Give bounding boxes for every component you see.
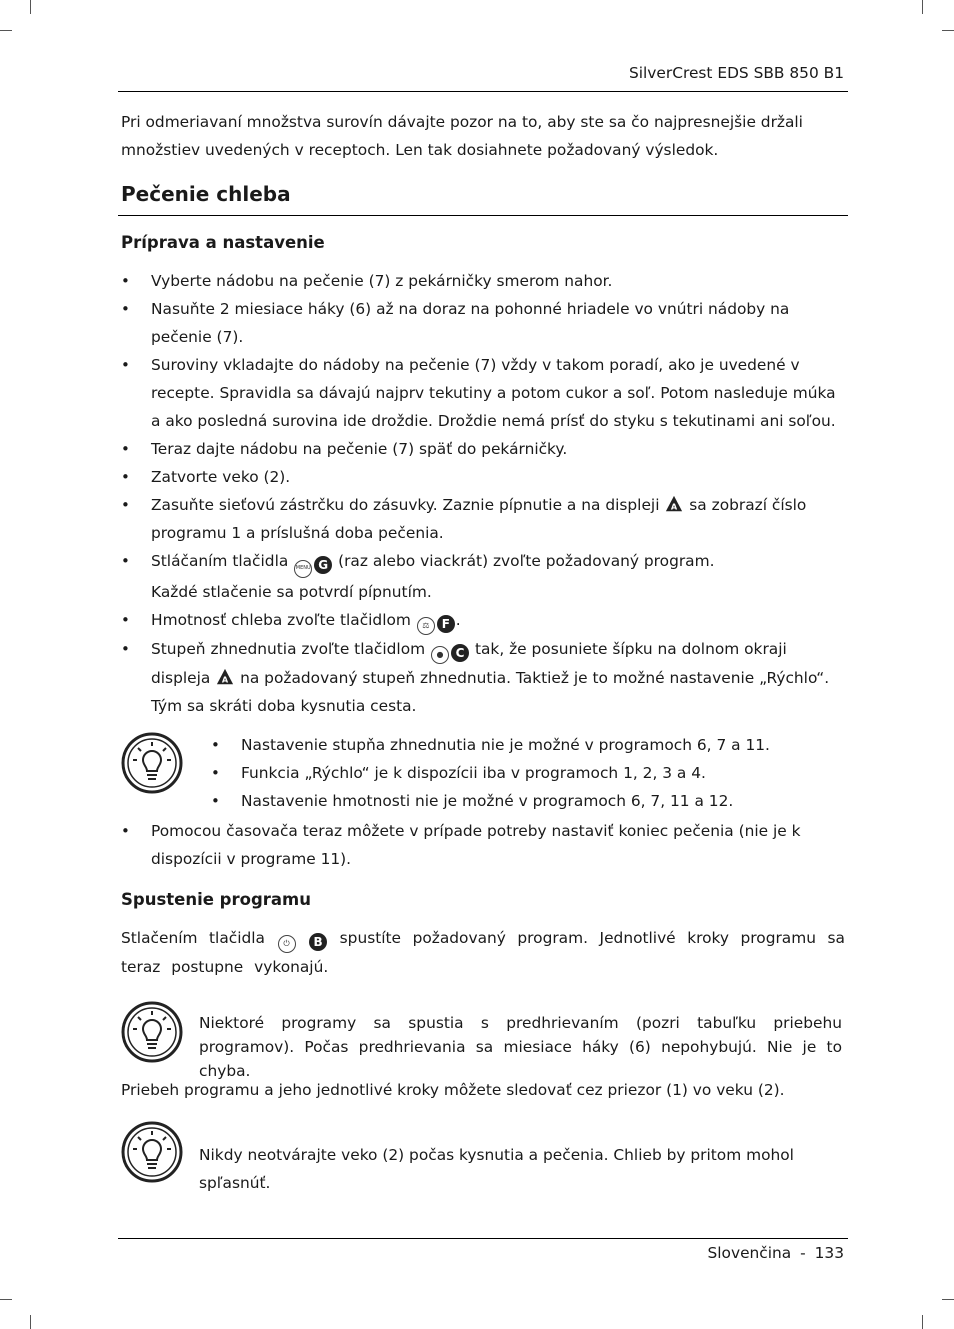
subsection-title: Spustenie programu xyxy=(121,890,311,909)
list-item: • Zasuňte sieťovú zástrčku do zásuvky. Zaznie pípnutie a na displeji A sa zobrazí číslo programu 1 a príslušná doba pečenia. xyxy=(121,491,846,547)
display-a-icon xyxy=(216,668,234,686)
crop-mark xyxy=(30,1315,31,1329)
lightbulb-icon xyxy=(121,732,183,794)
list-item: • Zatvorte veko (2). xyxy=(121,463,846,491)
subsection-title: Príprava a nastavenie xyxy=(121,233,325,252)
menu-icon: MENU xyxy=(294,560,312,578)
footer-separator: - xyxy=(800,1244,806,1262)
list-item: • Funkcia „Rýchlo“ je k dispozícii iba v programoch 1, 2, 3 a 4. xyxy=(211,759,851,787)
crop-mark xyxy=(942,30,954,31)
c-button-icon: C xyxy=(451,644,469,662)
list-item: • Suroviny vkladajte do nádoby na pečenie (7) vždy v takom poradí, ako je uvedené v recepte. Spravidla sa dávajú najprv tekutiny a potom cukor a soľ. Potom nasleduje múka a ako posledná surovina ide droždie. Droždie nemá prísť do styku s tekutinami ani soľou. xyxy=(121,351,846,435)
start-stop-icon: ⏻ xyxy=(278,935,296,953)
list-item: • Nasuňte 2 miesiace háky (6) až na doraz na pohonné hriadele vo vnútri nádoby na pečenie (7). xyxy=(121,295,846,351)
list-item: • Stláčaním tlačidla MENU G (raz alebo viackrát) zvoľte požadovaný program. Každé stlačenie sa potvrdí pípnutím. xyxy=(121,547,846,606)
crust-icon: ● xyxy=(431,646,449,664)
f-button-icon: F xyxy=(437,615,455,633)
list-item: • Stupeň zhnednutia zvoľte tlačidlom ● C tak, že posuniete šípku na dolnom okraji displeja A na požadovaný stupeň zhnednutia. Taktiež je to možné nastavenie „Rýchlo“. Tým sa skráti doba kysnutia cesta. xyxy=(121,635,846,720)
crop-mark xyxy=(942,1299,954,1300)
list-item: • Nastavenie stupňa zhnednutia nie je možné v programoch 6, 7 a 11. xyxy=(211,731,851,759)
lightbulb-icon xyxy=(121,1121,183,1183)
g-button-icon: G xyxy=(314,556,332,574)
header-rule xyxy=(118,91,848,92)
section-rule xyxy=(118,215,848,216)
list-item: • Nastavenie hmotnosti nie je možné v programoch 6, 7, 11 a 12. xyxy=(211,787,851,815)
page-footer xyxy=(708,1244,844,1262)
running-header: SilverCrest EDS SBB 850 B1 xyxy=(628,64,844,82)
display-a-icon xyxy=(665,495,683,513)
progress-paragraph: Priebeh programu a jeho jednotlivé kroky môžete sledovať cez priezor (1) vo veku (2). xyxy=(121,1081,785,1099)
page-number: 133 xyxy=(814,1244,844,1262)
preparation-list xyxy=(121,267,846,720)
crop-mark xyxy=(0,30,12,31)
note-list xyxy=(211,731,851,815)
preheat-note: Niektoré programy sa spustia s predhrievaním (pozri tabuľku priebehu programov). Počas predhrievania sa miesiace háky (6) nepohybujú. Nie je to chyba. xyxy=(199,1014,842,1080)
lightbulb-icon xyxy=(121,1001,183,1063)
start-paragraph: Stlačením tlačidla ⏻ B spustíte požadovaný program. Jednotlivé kroky programu sa teraz postupne vykonajú. xyxy=(121,929,845,976)
b-button-icon: B xyxy=(309,933,327,951)
intro-paragraph: Pri odmeriavaní množstva surovín dávajte pozor na to, aby ste sa čo najpresnejšie držali množstiev uvedených v receptoch. Len tak dosiahnete požadovaný výsledok. xyxy=(121,113,803,159)
section-title: Pečenie chleba xyxy=(121,182,291,206)
crop-mark xyxy=(922,1315,923,1329)
timer-list xyxy=(121,817,846,873)
footer-language: Slovenčina xyxy=(707,1244,792,1262)
list-item: • Pomocou časovača teraz môžete v prípade potreby nastaviť koniec pečenia (nie je k dispozícii v programe 11). xyxy=(121,817,846,873)
svg-text:A: A xyxy=(671,501,678,512)
list-item: • Teraz dajte nádobu na pečenie (7) späť do pekárničky. xyxy=(121,435,846,463)
crop-mark xyxy=(0,1299,12,1300)
crop-mark xyxy=(30,0,31,14)
svg-text:A: A xyxy=(222,673,229,684)
crop-mark xyxy=(922,0,923,14)
list-item: • Hmotnosť chleba zvoľte tlačidlom ⚖ F . xyxy=(121,606,846,635)
weight-icon: ⚖ xyxy=(417,617,435,635)
footer-rule xyxy=(118,1238,848,1239)
list-item: • Vyberte nádobu na pečenie (7) z pekárničky smerom nahor. xyxy=(121,267,846,295)
lid-warning-note: Nikdy neotvárajte veko (2) počas kysnutia a pečenia. Chlieb by pritom mohol spľasnúť. xyxy=(199,1146,794,1192)
